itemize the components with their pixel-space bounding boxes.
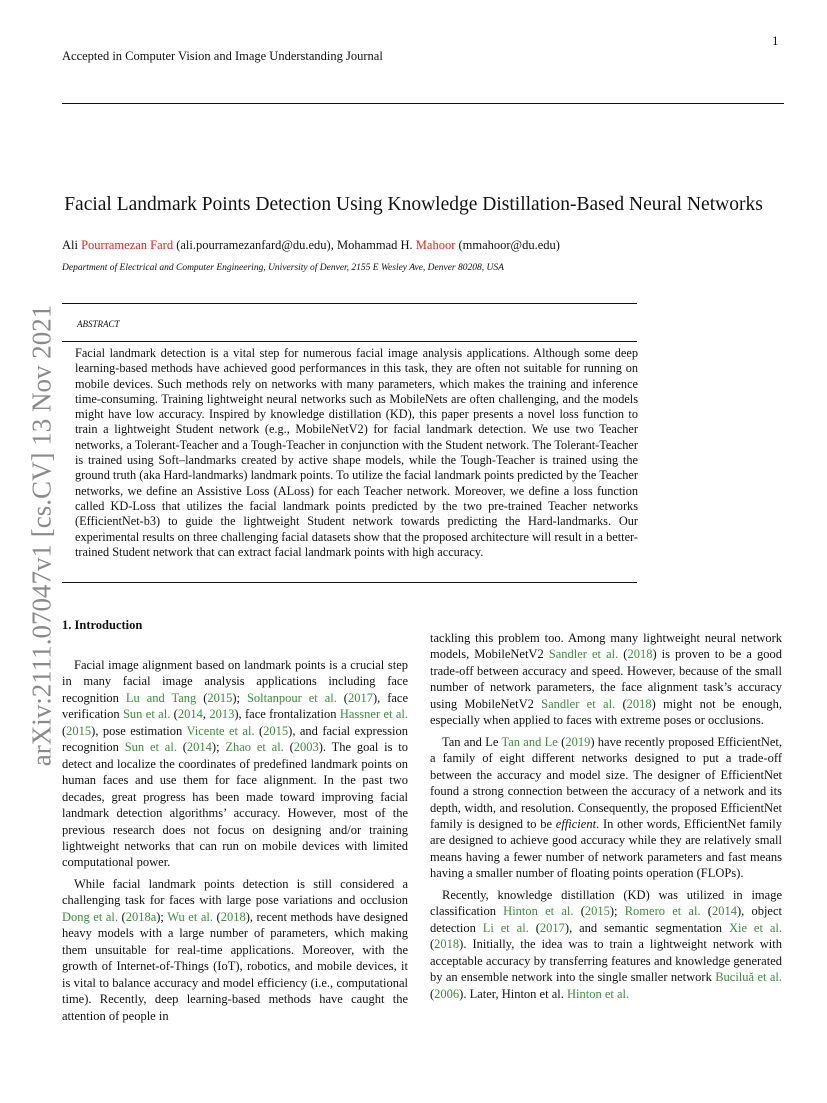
paper-title: Facial Landmark Points Detection Using Knowledge Distillation-Based Neural Networks <box>64 194 763 215</box>
paragraph <box>430 734 782 882</box>
header-rule <box>62 103 784 104</box>
body-text: ) might not be enough, especially when applied to faces with extreme poses or occlusions. <box>430 696 782 728</box>
abstract-label-rule <box>62 341 637 342</box>
author-link[interactable]: Mahoor <box>415 238 456 252</box>
citation-link[interactable]: 2003 <box>293 740 319 755</box>
citation-link[interactable]: Dong et al. <box>62 909 118 924</box>
arxiv-identifier-stamp[interactable]: arXiv:2111.07047v1 [cs.CV] 13 Nov 2021 <box>26 304 57 767</box>
body-text: ). The goal is to detect and localize the coordinates of predefined landmark points on human faces and use them for face alignment. In the past two decades, great progress has been made toward improving facial landmark detection algorithms’ accuracy. However, most of the previous research does not focus on designing and/or training lightweight networks that can run on mobile devices with limited computational power. <box>62 740 409 870</box>
body-text: ( <box>196 690 208 705</box>
citation-link[interactable]: Sun et al. <box>124 740 177 755</box>
citation-link[interactable]: Romero et al. <box>624 904 701 919</box>
citation-link[interactable]: Buciluă et al. <box>715 970 783 985</box>
citation-link[interactable]: 2018 <box>626 696 652 711</box>
body-text: ( <box>176 740 187 755</box>
citation-link[interactable]: 2019 <box>565 734 591 749</box>
body-text: ( <box>283 740 294 755</box>
citation-link[interactable]: 2014 <box>186 740 212 755</box>
citation-link[interactable]: Vicente et al. <box>186 723 255 738</box>
body-text: ), and semantic segmentation <box>564 920 729 935</box>
body-text: tackling this problem too. Among many lightweight neural network models, MobileNetV2 <box>430 631 782 662</box>
author-link[interactable]: Pourramezan Fard <box>81 238 174 252</box>
section-heading-introduction: 1. Introduction <box>62 618 143 632</box>
body-text: ( <box>557 734 566 749</box>
citation-link[interactable]: 2014 <box>177 707 203 722</box>
citation-link[interactable]: 2017 <box>347 690 373 705</box>
body-text: ( <box>118 909 126 924</box>
citation-link[interactable]: Xie et al. <box>728 920 782 935</box>
body-text: Facial image alignment based on landmark points is a crucial step in many facial image analysis applications including face recognition <box>62 658 408 705</box>
citation-link[interactable]: Zhao et al. <box>225 740 284 755</box>
body-text: ); <box>211 740 226 755</box>
author-email: (mmahoor@du.edu) <box>455 238 560 252</box>
citation-link[interactable]: 2015 <box>66 723 92 738</box>
body-text: Recently, knowledge distillation (KD) was utilized in image classification <box>430 887 782 919</box>
paragraph <box>430 887 782 1002</box>
citation-link[interactable]: Tan and Le <box>501 734 558 749</box>
citation-link[interactable]: Hassner et al. <box>339 707 409 722</box>
body-text: ), pose estimation <box>91 723 187 738</box>
citation-link[interactable]: 2015 <box>207 690 233 705</box>
body-text: . In other words, EfficientNet family are designed to achieve good accuracy while they are relatively small means having a fewer number of network parameters and fast means having a smaller number of floating points operation (FLOPs). <box>430 816 783 881</box>
body-text: ). Initially, the idea was to train a lightweight network with acceptable accuracy by transferring features and knowledge generated by an ensemble network into the single smaller network <box>430 937 782 985</box>
author-first-name: Mohammad H. <box>336 238 416 252</box>
running-header-journal: Accepted in Computer Vision and Image Understanding Journal <box>62 49 383 63</box>
body-text: , <box>202 707 210 722</box>
body-text: ( <box>700 904 712 919</box>
citation-link[interactable]: 2018 <box>220 909 246 924</box>
citation-link[interactable]: Hinton et al. <box>503 904 574 919</box>
abstract-top-rule <box>62 303 637 304</box>
body-text: While facial landmark points detection is still considered a challenging task for faces with large pose variations and occlusion <box>62 876 408 908</box>
citation-link[interactable]: 2017 <box>539 920 565 935</box>
citation-link[interactable]: Sun et al. <box>122 707 171 722</box>
right-column <box>430 630 782 1007</box>
citation-link[interactable]: 2015 <box>263 723 289 738</box>
body-text: ( <box>336 690 348 705</box>
body-text: ( <box>618 647 628 662</box>
citation-link[interactable]: 2018a <box>125 909 157 924</box>
body-text: ( <box>430 986 435 1001</box>
body-text: ), recent methods have designed heavy models with a large number of parameters, which making them unsuitable for real-time applications. Moreover, with the growth of Internet-of-Things (IoT), robotics, and mobile devices, it is vital to balance accuracy and model efficiency (i.e., computational time). Recently, deep learning-based methods have caught the attention of people in <box>62 909 408 1023</box>
body-text: ) have recently proposed EfficientNet, a family of eight different networks designed to put a trade-off between the accuracy and model size. The designer of EfficientNet found a strong connection between the accuracy of a network and its depth, width, and resolution. Consequently, the proposed EfficientNet family is designed to be <box>430 734 782 831</box>
affiliation: Department of Electrical and Computer Engineering, University of Denver, 2155 E Wesley Ave, Denver 80208, USA <box>62 263 504 273</box>
body-text: ), and facial expression recognition <box>62 723 408 755</box>
body-text: ( <box>615 696 627 711</box>
body-text: ), object detection <box>430 904 782 935</box>
citation-link[interactable]: Soltanpour et al. <box>246 690 337 705</box>
left-column <box>62 657 408 1029</box>
abstract-label: ABSTRACT <box>77 319 120 329</box>
author-first-name: Ali <box>62 238 82 252</box>
citation-link[interactable]: Wu et al. <box>167 909 213 924</box>
citation-link[interactable]: Sandler et al. <box>541 696 616 711</box>
body-text: ( <box>528 920 540 935</box>
citation-link[interactable]: 2006 <box>434 986 460 1001</box>
citation-link[interactable]: Sandler et al. <box>548 647 619 662</box>
citation-link[interactable]: Lu and Tang <box>125 690 197 705</box>
abstract-bottom-rule <box>62 582 637 583</box>
body-text: ( <box>62 723 67 738</box>
author-line <box>62 238 560 253</box>
citation-link[interactable]: Li et al. <box>482 920 529 935</box>
citation-link[interactable]: 2013 <box>209 707 235 722</box>
body-text: Tan and Le <box>442 734 502 749</box>
body-text: ( <box>573 904 585 919</box>
body-text: ) is proven to be a good trade-off between accuracy and speed. However, because of the small number of network parameters, the face alignment task’s accuracy using MobileNetV2 <box>430 647 782 711</box>
paragraph <box>62 657 408 871</box>
citation-link[interactable]: 2018 <box>434 937 460 952</box>
body-text: ). Later, Hinton et al. <box>459 986 567 1001</box>
page-number: 1 <box>772 33 779 48</box>
citation-link[interactable]: Hinton et al. <box>566 986 630 1001</box>
body-text: ), face verification <box>62 690 408 722</box>
citation-link[interactable]: 2015 <box>584 904 610 919</box>
citation-link[interactable]: 2014 <box>711 904 737 919</box>
paragraph <box>62 876 408 1024</box>
body-text: ( <box>170 707 178 722</box>
paragraph <box>430 630 782 729</box>
body-text: ); <box>156 909 168 924</box>
citation-link[interactable]: 2018 <box>627 647 653 662</box>
body-text: ( <box>212 909 221 924</box>
abstract-text: Facial landmark detection is a vital step for numerous facial image analysis applications. Although some deep learning-based methods have achieved good performances in this task, they are often not suitable for running on mobile devices. Such methods rely on networks with many parameters, which makes the training and inference time-consuming. Training lightweight neural networks such as MobileNets are often challenging, and the models might have low accuracy. Inspired by knowledge distillation (KD), this paper presents a novel loss function to train a lightweight Student network (e.g., MobileNetV2) for facial landmark detection. We use two Teacher networks, a Tolerant-Teacher and a Tough-Teacher in conjunction with the Student network. The Tolerant-Teacher is trained using Soft–landmarks created by active shape models, while the Tough-Teacher is trained using the ground truth (aka Hard-landmarks) landmark points. To utilize the facial landmark points predicted by the Teacher networks, we define an Assistive Loss (ALoss) for each Teacher network. Moreover, we define a loss function called KD-Loss that utilizes the facial landmark points predicted by the two pre-trained Teacher networks (EfficientNet-b3) to guide the lightweight Student network towards predicting the Hard-landmarks. Our experimental results on three challenging facial datasets show that the proposed architecture will result in a better-trained Student network that can extract facial landmark points with high accuracy. <box>75 346 638 559</box>
body-text: ( <box>430 937 435 952</box>
body-text: ( <box>254 723 264 738</box>
author-email: (ali.pourramezanfard@du.edu), <box>173 238 337 252</box>
body-text: ); <box>609 904 625 919</box>
body-text: ), face frontalization <box>234 707 340 722</box>
emphasis-text: efficient <box>555 816 597 831</box>
body-text: ); <box>232 690 247 705</box>
